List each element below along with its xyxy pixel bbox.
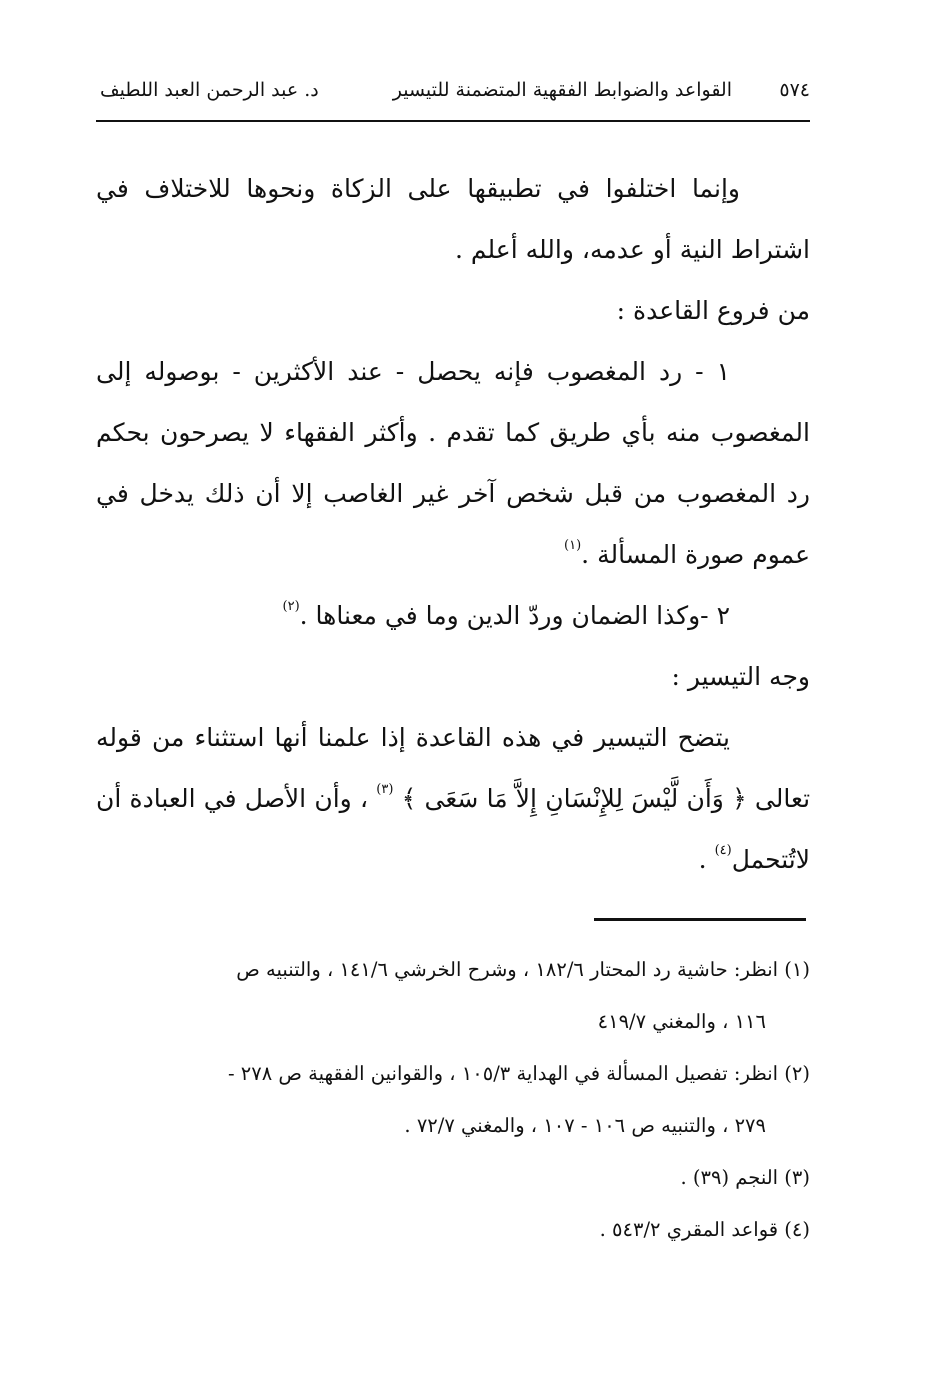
footnote-1	[96, 944, 810, 1048]
footnote-ref-4: (٤)	[714, 843, 732, 858]
aspect-text-b: ، وأن الأصل في العبادة أن لاتُتحمل	[96, 784, 810, 874]
footnote-divider	[594, 918, 806, 921]
footnote-ref-3: (٣)	[376, 782, 394, 797]
footnote-2	[96, 1048, 810, 1152]
footnote-ref-1: (١)	[564, 538, 582, 553]
author-name: د. عبد الرحمن العبد اللطيف	[100, 79, 319, 101]
running-header	[96, 70, 810, 110]
main-text	[96, 158, 810, 890]
paragraph-intro: وإنما اختلفوا في تطبيقها على الزكاة ونحوها للاختلاف في اشتراط النية أو عدمه، والله أعلم .	[96, 174, 810, 264]
aspect-text-a: يتضح التيسير في هذه القاعدة إذا علمنا أنها استثناء من قوله تعالى ﴿ وَأَن لَّيْسَ لِلإِنْسَانِ إِلاَّ مَا سَعَى ﴾	[96, 723, 811, 813]
branch-item-1-text: ١ - رد المغصوب فإنه يحصل - عند الأكثرين - بوصوله إلى المغصوب منه بأي طريق كما تقدم . وأكثر الفقهاء لا يصرحون بحكم رد المغصوب من قبل شخص آخر غير الغاصب إلا أن ذلك يدخل في عموم صورة المسألة .	[96, 357, 810, 569]
footnote-4: (٤) قواعد المقري ٥٤٣/٢ .	[599, 1218, 810, 1241]
footnote-2-line-2: ٢٧٩ ، والتنبيه ص ١٠٦ - ١٠٧ ، والمغني ٧٢/٧ .	[404, 1114, 766, 1137]
page-number: ٥٧٤	[779, 79, 810, 101]
footnote-1-line-2: ١١٦ ، والمغني ٤١٩/٧	[597, 1010, 766, 1033]
aspect-text-end: .	[698, 845, 707, 874]
heading-aspect: وجه التيسير :	[671, 662, 810, 691]
footnote-1-line-1: (١) انظر: حاشية رد المحتار ١٨٢/٦ ، وشرح الخرشي ١٤١/٦ ، والتنبيه ص	[236, 958, 810, 981]
heading-branches: من فروع القاعدة :	[616, 296, 810, 325]
footnote-ref-2: (٢)	[282, 599, 300, 614]
branch-item-2-text: ٢ -وكذا الضمان وردّ الدين وما في معناها .	[299, 601, 730, 630]
footnote-2-line-1: (٢) انظر: تفصيل المسألة في الهداية ١٠٥/٣ ، والقوانين الفقهية ص ٢٧٨ -	[227, 1062, 810, 1085]
branch-item-1	[96, 341, 810, 585]
paragraph-aspect	[96, 707, 810, 890]
footnotes	[96, 944, 810, 1256]
header-divider	[96, 120, 810, 122]
branch-item-2	[96, 585, 810, 646]
footnote-3: (٣) النجم (٣٩) .	[680, 1166, 810, 1189]
book-title: القواعد والضوابط الفقهية المتضمنة للتيسير	[392, 79, 732, 101]
